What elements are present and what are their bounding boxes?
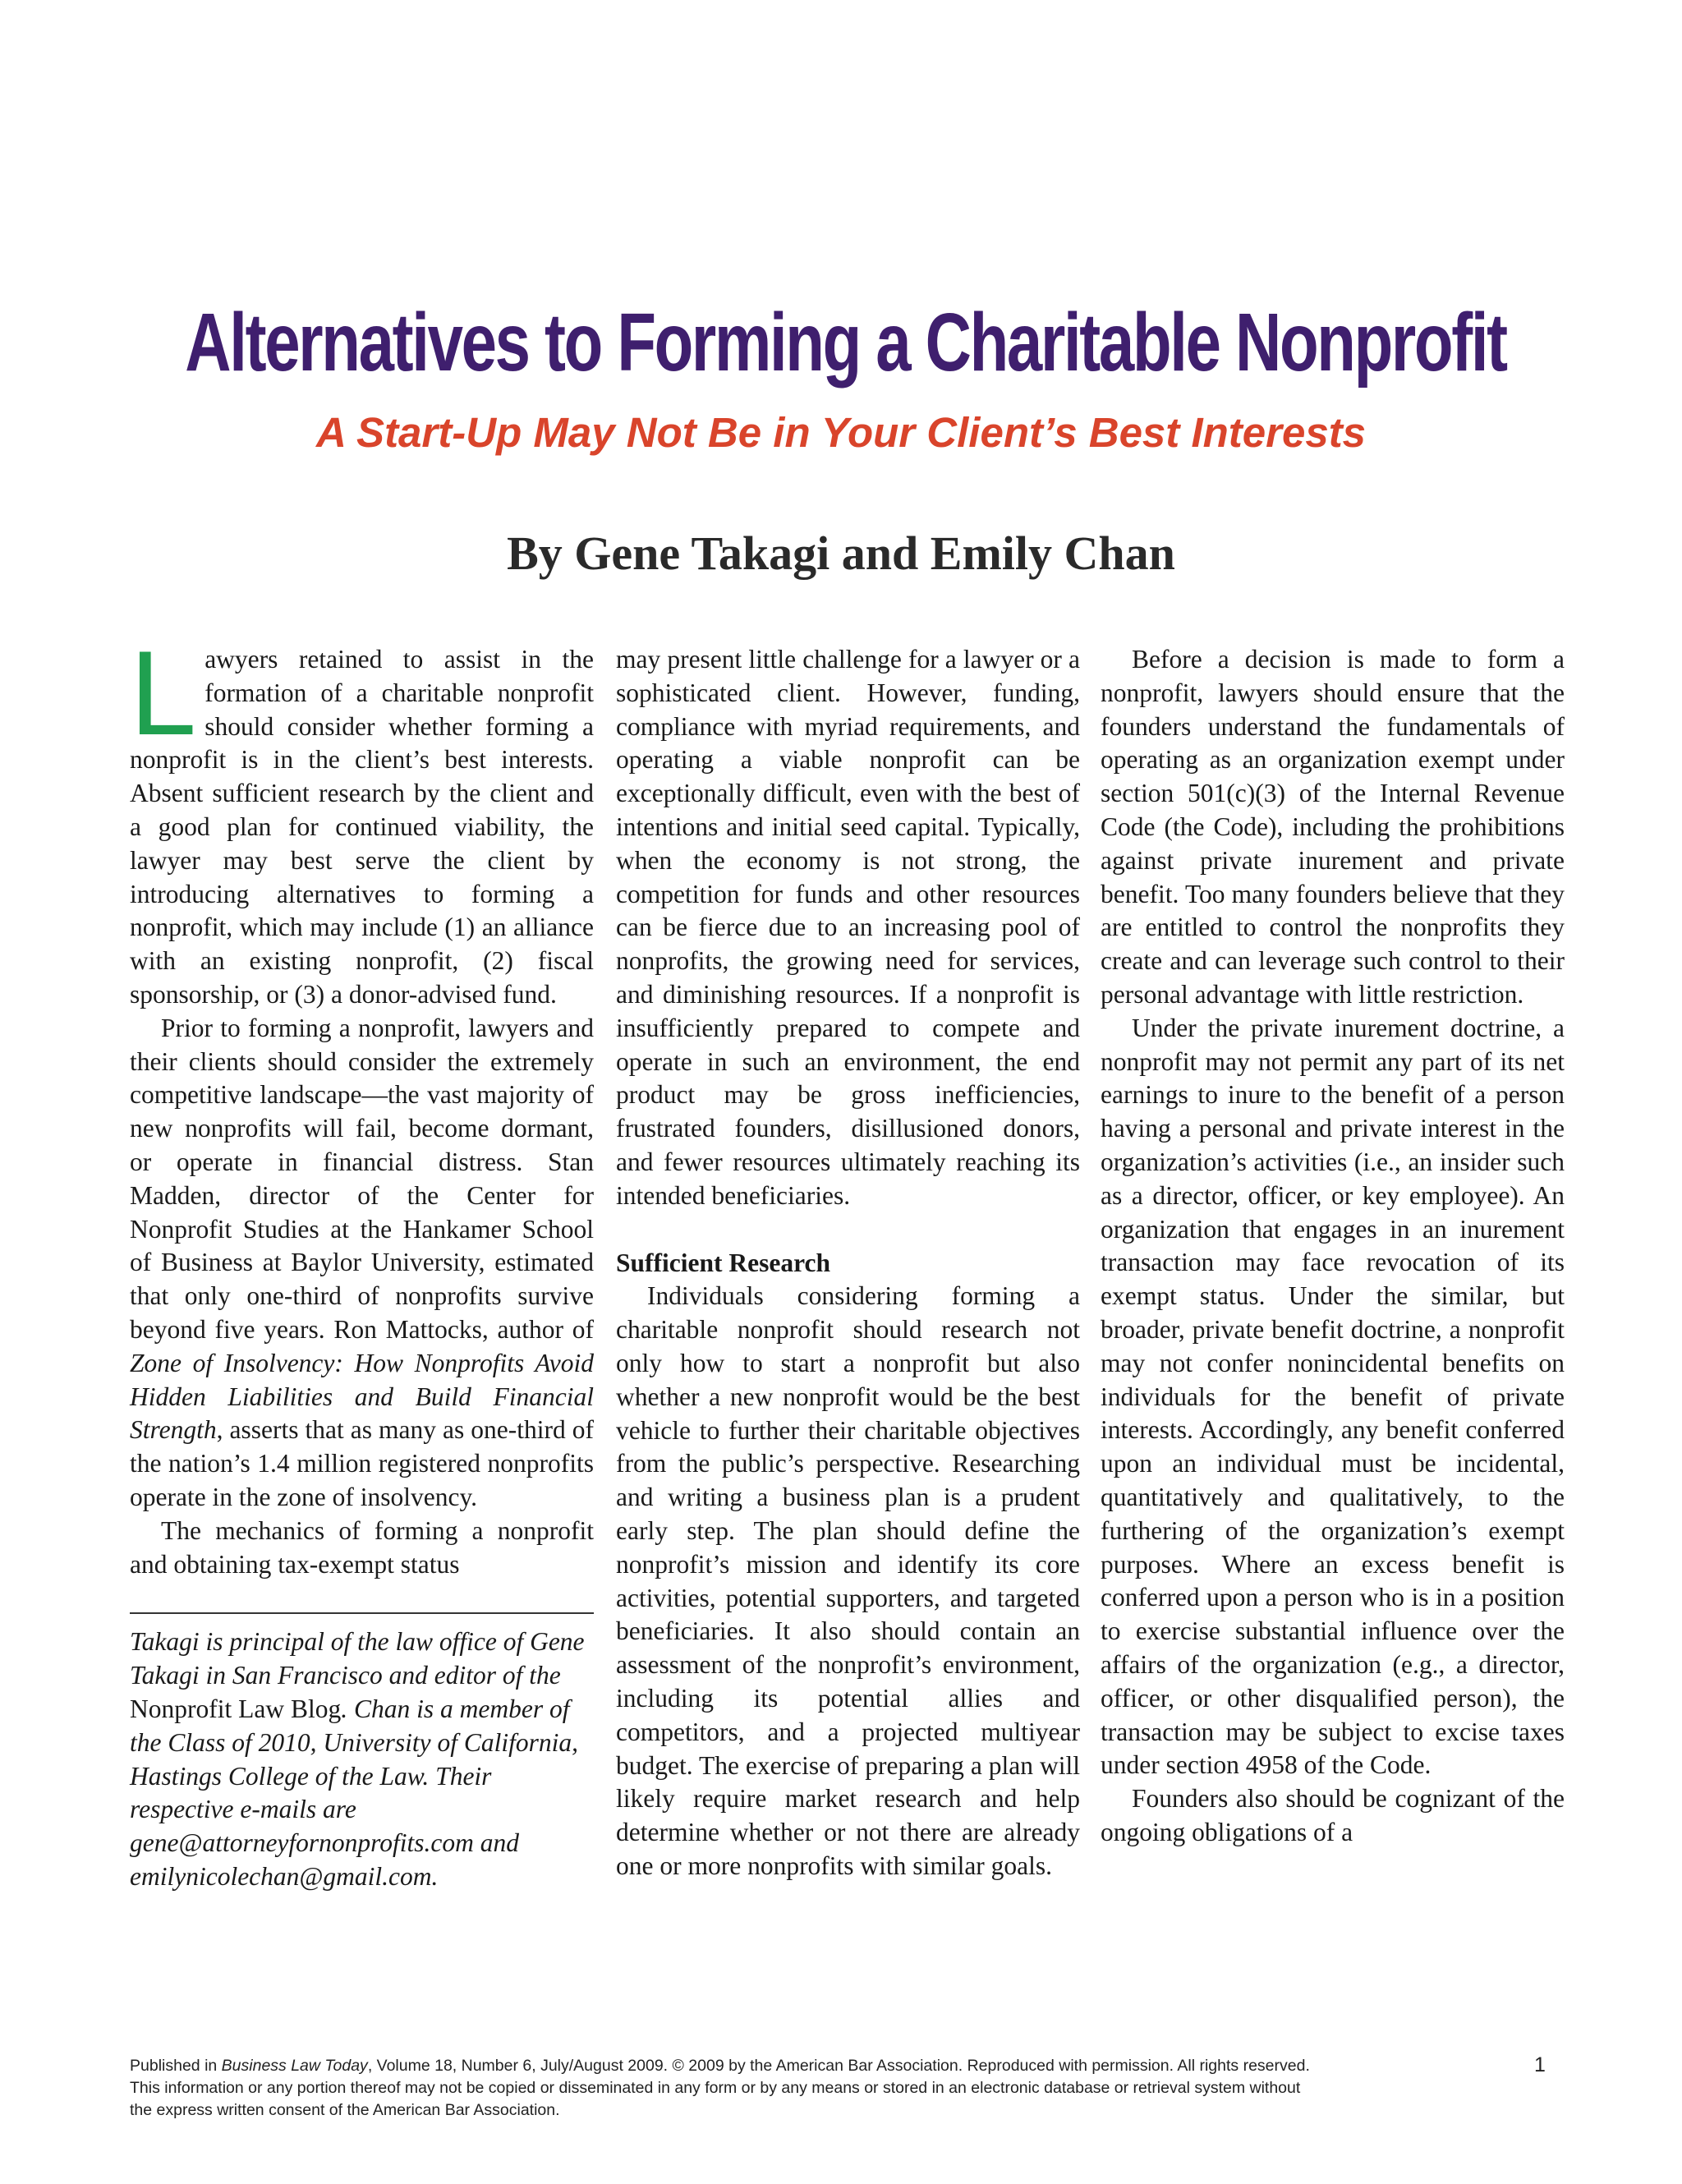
book-title: Zone of Insolvency: How Nonprofits Avoid Hidden Liabilities and Build Financial Strength xyxy=(130,1348,594,1445)
page-number: 1 xyxy=(1534,2053,1546,2076)
journal-name: Business Law Today xyxy=(221,2057,368,2075)
paragraph: Prior to forming a nonprofit, lawyers and their clients should consider the extremely competitive landscape—the vast majority of new nonprofits will fail, become dormant, or operate in financial distress. Stan Madden, director of the Center for Nonprofit Studies at the Hankamer School of Business at Baylor University, estimated that only one-third of nonprofits survive beyond five years. Ron Mattocks, author of Zone of Insolvency: How Nonprofits Avoid Hidden Liabilities and Build Financial Strength, asserts that as many as one-third of the nation’s 1.4 million registered nonprofits operate in the zone of insolvency. xyxy=(130,1013,594,1511)
article-title: Alternatives to Forming a Charitable Nonprofit xyxy=(185,297,1506,389)
paragraph: Founders also should be cognizant of the ongoing obligations of a xyxy=(1101,1784,1565,1846)
column-3 xyxy=(1101,643,1565,1850)
copyright-note: This information or any portion thereof may not be copied or disseminated in any form or by any means or stored in an electronic database or retrieval system without xyxy=(130,2079,1301,2097)
divider xyxy=(130,1612,594,1614)
blog-name: Nonprofit Law Blog xyxy=(130,1694,342,1723)
publication-note: Published in Business Law Today, Volume 18, Number 6, July/August 2009. © 2009 by the American Bar Association. Reproduced with permission. All rights reserved. xyxy=(130,2057,1310,2075)
article-subtitle: A Start-Up May Not Be in Your Client’s Best Interests xyxy=(315,409,1367,456)
section-heading: Sufficient Research xyxy=(616,1248,830,1277)
footer xyxy=(130,2055,1411,2122)
paragraph: Individuals considering forming a charitable nonprofit should research not only how to start a nonprofit but also whether a new nonprofit would be the best vehicle to further their charitable objectives from the public’s perspective. Researching and writing a business plan is a prudent early step. The plan should define the nonprofit’s mission and identify its core activities, potential supporters, and targeted beneficiaries. It also should contain an assessment of the nonprofit’s environment, including its potential allies and competitors, and a projected multiyear budget. The exercise of preparing a plan will likely require market research and help determine whether or not there are already one or more nonprofits with similar goals. xyxy=(616,1281,1080,1880)
paragraph: Lawyers retained to assist in the formation of a charitable nonprofit should consider whether forming a nonprofit is in the client’s best interests. Absent sufficient research by the client and a good plan for continued viability, the lawyer may best serve the client by introducing alternatives to forming a nonprofit, which may include (1) an alliance with an existing nonprofit, (2) fiscal sponsorship, or (3) a donor-advised fund. xyxy=(130,626,594,1009)
column-1 xyxy=(130,626,594,1894)
author-bio: Takagi is principal of the law office of Gene Takagi in San Francisco and editor of the Nonprofit Law Blog. Chan is a member of the Class of 2010, University of California, Hastings College of the Law. Their respective e-mails are gene@attorneyfornonprofits.com and emilynicolechan@gmail.com. xyxy=(130,1627,585,1891)
paragraph: Before a decision is made to form a nonprofit, lawyers should ensure that the founders understand the fundamentals of operating as an organization exempt under section 501(c)(3) of the Internal Revenue Code (the Code), including the prohibitions against private inurement and private benefit. Too many founders believe that they are entitled to control the nonprofits they create and can leverage such control to their personal advantage with little restriction. xyxy=(1101,645,1565,1009)
paragraph: may present little challenge for a lawyer or a sophisticated client. However, funding, compliance with myriad requirements, and operating a viable nonprofit can be exceptionally difficult, even with the best of intentions and initial seed capital. Typically, when the economy is not strong, the competition for funds and other resources can be fierce due to an increasing pool of nonprofits, the growing need for services, and diminishing resources. If a nonprofit is insufficiently prepared to compete and operate in such an environment, the end product may be gross inefficiencies, frustrated founders, disillusioned donors, and fewer resources ultimately reaching its intended beneficiaries. xyxy=(616,645,1080,1210)
byline: By Gene Takagi and Emily Chan xyxy=(507,526,1175,580)
drop-cap: L xyxy=(130,626,197,760)
copyright-note: the express written consent of the American Bar Association. xyxy=(130,2101,560,2119)
paragraph: Under the private inurement doctrine, a nonprofit may not permit any part of its net earnings to inure to the benefit of a person having a personal and private interest in the organization’s activities (i.e., an insider such as a director, officer, or key employee). An organization that engages in an inurement transaction may face revocation of its exempt status. Under the similar, but broader, private benefit doctrine, a nonprofit may not confer nonincidental benefits on individuals for the benefit of private interests. Accordingly, any benefit conferred upon an individual must be incidental, quantitatively and qualitatively, to the furthering of the organization’s exempt purposes. Where an excess benefit is conferred upon a person who is in a position to exercise substantial influence over the affairs of the organization (e.g., a director, officer, or other disqualified person), the transaction may be subject to excise taxes under section 4958 of the Code. xyxy=(1101,1013,1565,1780)
column-2 xyxy=(616,643,1080,1883)
paragraph: The mechanics of forming a nonprofit and obtaining tax-exempt status xyxy=(130,1515,594,1579)
